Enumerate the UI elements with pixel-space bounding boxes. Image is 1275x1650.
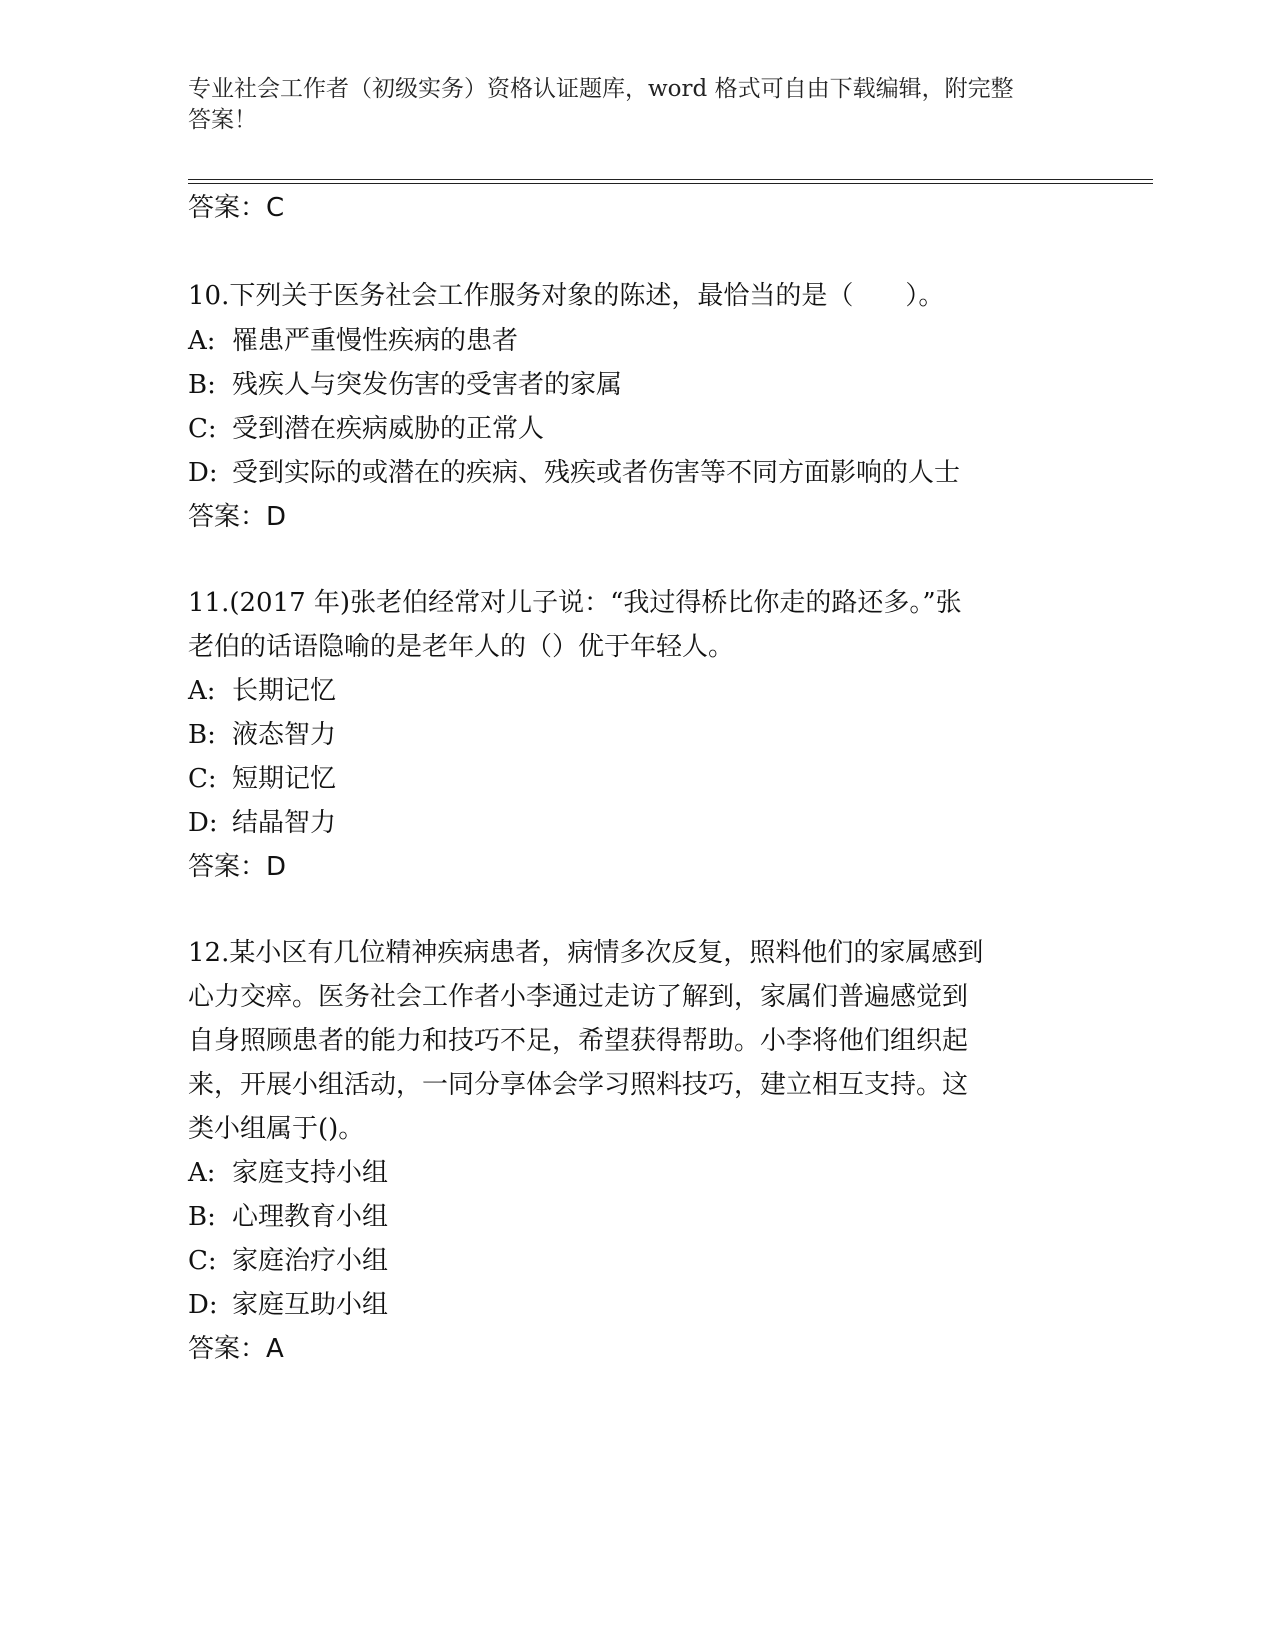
answer-line: 答案：D	[188, 852, 287, 882]
document-header	[188, 74, 1088, 136]
option-text: 受到实际的或潜在的疾病、残疾或者伤害等不同方面影响的人士	[232, 458, 961, 488]
option-text: 罹患严重慢性疾病的患者	[232, 326, 519, 356]
option-b	[188, 370, 622, 400]
question-stem: 12.某小区有几位精神疾病患者，病情多次反复，照料他们的家属感到	[188, 938, 984, 968]
option-d	[188, 458, 960, 488]
option-letter: B:	[188, 1202, 216, 1232]
answer-line: 答案：A	[188, 1334, 284, 1364]
option-c	[188, 1246, 388, 1276]
header-line: 专业社会工作者（初级实务）资格认证题库，word 格式可自由下载编辑，附完整	[188, 76, 1014, 102]
option-text: 残疾人与突发伤害的受害者的家属	[232, 370, 623, 400]
option-letter: A:	[188, 676, 216, 706]
option-letter: C:	[188, 764, 217, 794]
option-text: 家庭治疗小组	[232, 1246, 389, 1276]
option-letter: B:	[188, 720, 216, 750]
option-text: 结晶智力	[232, 808, 337, 838]
option-letter: C:	[188, 414, 217, 444]
option-text: 长期记忆	[232, 676, 337, 706]
option-letter: A:	[188, 326, 216, 356]
question-stem: 类小组属于()。	[188, 1114, 365, 1144]
option-letter: B:	[188, 370, 216, 400]
option-text: 家庭互助小组	[232, 1290, 389, 1320]
option-text: 短期记忆	[232, 764, 337, 794]
answer-line: 答案：D	[188, 502, 287, 532]
option-letter: A:	[188, 1158, 216, 1188]
option-text: 心理教育小组	[232, 1202, 389, 1232]
option-d	[188, 808, 336, 838]
option-letter: C:	[188, 1246, 217, 1276]
option-a	[188, 676, 336, 706]
header-divider	[188, 179, 1153, 180]
question-stem: 自身照顾患者的能力和技巧不足，希望获得帮助。小李将他们组织起	[188, 1026, 969, 1056]
option-d	[188, 1290, 388, 1320]
question-stem: 11.(2017 年)张老伯经常对儿子说：“我过得桥比你走的路还多。”张	[188, 588, 962, 618]
question-stem: 来，开展小组活动，一同分享体会学习照料技巧，建立相互支持。这	[188, 1070, 969, 1100]
question-stem: 10.下列关于医务社会工作服务对象的陈述，最恰当的是（ ）。	[188, 281, 945, 311]
option-letter: D:	[188, 458, 218, 488]
header-line: 答案！	[188, 107, 257, 133]
option-a	[188, 326, 518, 356]
option-text: 液态智力	[232, 720, 337, 750]
option-text: 受到潜在疾病威胁的正常人	[232, 414, 545, 444]
option-c	[188, 764, 336, 794]
question-stem: 老伯的话语隐喻的是老年人的（）优于年轻人。	[188, 632, 735, 662]
option-b	[188, 720, 336, 750]
option-text: 家庭支持小组	[232, 1158, 389, 1188]
option-letter: D:	[188, 1290, 218, 1320]
option-letter: D:	[188, 808, 218, 838]
option-b	[188, 1202, 388, 1232]
option-c	[188, 414, 544, 444]
previous-answer: 答案：C	[188, 193, 285, 223]
header-divider	[188, 183, 1153, 184]
option-a	[188, 1158, 388, 1188]
question-stem: 心力交瘁。医务社会工作者小李通过走访了解到，家属们普遍感觉到	[188, 982, 969, 1012]
